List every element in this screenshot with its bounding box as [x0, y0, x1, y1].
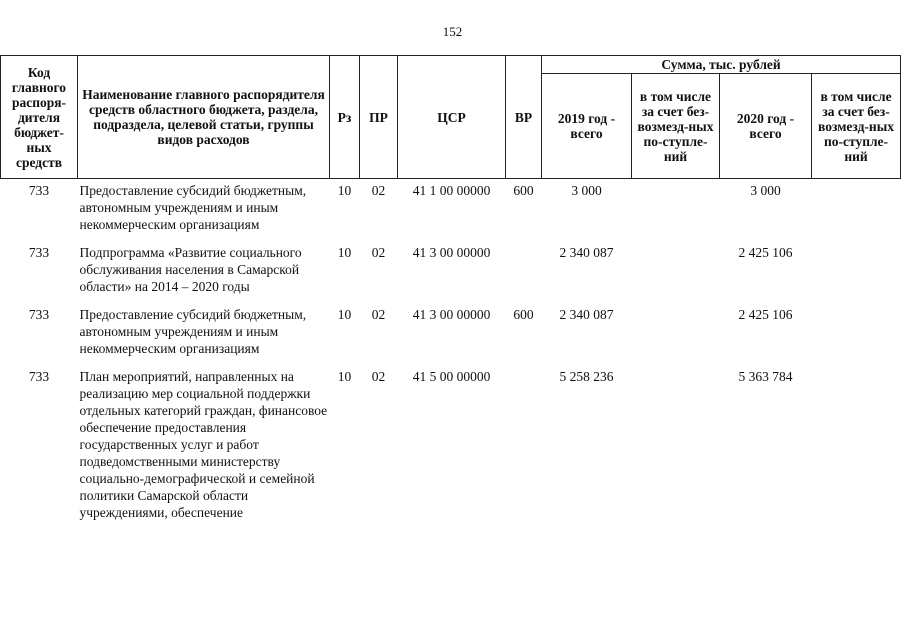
cell-vr: 600 — [513, 307, 534, 322]
cell-rz: 10 — [337, 245, 352, 260]
table-row — [1, 365, 901, 529]
cell-name: Предоставление субсидий бюджетным, автономным учреждениям и иным некоммерческим организациям — [79, 307, 307, 356]
cell-2020-free — [812, 179, 901, 242]
cell-vr — [506, 241, 542, 303]
cell-pr: 02 — [371, 369, 386, 384]
cell-2019-total: 3 000 — [571, 183, 602, 198]
cell-csr: 41 3 00 00000 — [412, 307, 491, 322]
table-row — [1, 303, 901, 365]
cell-code: 733 — [28, 307, 50, 322]
cell-pr: 02 — [371, 307, 386, 322]
cell-rz: 10 — [337, 183, 352, 198]
cell-2019-free — [632, 241, 720, 303]
table-row — [1, 179, 901, 242]
page-number: 152 — [442, 24, 463, 39]
header-2020-free: в том числе за счет без-возмезд-ных по-ступле-ний — [812, 74, 901, 179]
cell-name: Подпрограмма «Развитие социального обслуживания населения в Самарской области» на 2014 – 2020 годы — [79, 245, 302, 294]
table-body — [1, 179, 901, 530]
header-name: Наименование главного распорядителя средств областного бюджета, раздела, подраздела, целевой статьи, группы видов расходов — [78, 56, 330, 179]
cell-code: 733 — [28, 245, 50, 260]
cell-vr — [506, 365, 542, 529]
cell-code: 733 — [28, 183, 50, 198]
table-header — [1, 56, 901, 179]
cell-2020-free — [812, 241, 901, 303]
header-2019-total: 2019 год - всего — [542, 74, 632, 179]
cell-2020-free — [812, 365, 901, 529]
cell-2019-free — [632, 365, 720, 529]
cell-2019-total: 5 258 236 — [559, 369, 614, 384]
header-2019-free: в том числе за счет без-возмезд-ных по-ступле-ний — [632, 74, 720, 179]
header-pr: ПР — [360, 56, 398, 179]
cell-2019-total: 2 340 087 — [559, 245, 614, 260]
cell-vr: 600 — [513, 183, 534, 198]
cell-rz: 10 — [337, 307, 352, 322]
cell-2020-total: 3 000 — [750, 183, 781, 198]
cell-rz: 10 — [337, 369, 352, 384]
cell-csr: 41 3 00 00000 — [412, 245, 491, 260]
header-vr: ВР — [506, 56, 542, 179]
cell-csr: 41 1 00 00000 — [412, 183, 491, 198]
cell-2019-total: 2 340 087 — [559, 307, 614, 322]
cell-2020-total: 5 363 784 — [738, 369, 793, 384]
cell-pr: 02 — [371, 245, 386, 260]
table-row — [1, 241, 901, 303]
header-sum: Сумма, тыс. рублей — [542, 56, 901, 74]
cell-2019-free — [632, 303, 720, 365]
cell-name: Предоставление субсидий бюджетным, автономным учреждениям и иным некоммерческим организациям — [79, 183, 307, 232]
cell-pr: 02 — [371, 183, 386, 198]
header-code: Код главного распоря-дителя бюджет-ных средств — [1, 56, 78, 179]
cell-2019-free — [632, 179, 720, 242]
cell-name: План мероприятий, направленных на реализацию мер социальной поддержки отдельных категорий граждан, финансовое обеспечение предоставления государственных услуг и работ подведомственными министерству социально-демографической и семейной политики Самарской области учреждениями, обеспечение — [79, 369, 328, 520]
header-csr: ЦСР — [398, 56, 506, 179]
cell-code: 733 — [28, 369, 50, 384]
budget-table — [0, 55, 901, 529]
header-2020-total: 2020 год - всего — [720, 74, 812, 179]
cell-csr: 41 5 00 00000 — [412, 369, 491, 384]
cell-2020-total: 2 425 106 — [738, 307, 793, 322]
cell-2020-total: 2 425 106 — [738, 245, 793, 260]
header-rz: Рз — [330, 56, 360, 179]
cell-2020-free — [812, 303, 901, 365]
